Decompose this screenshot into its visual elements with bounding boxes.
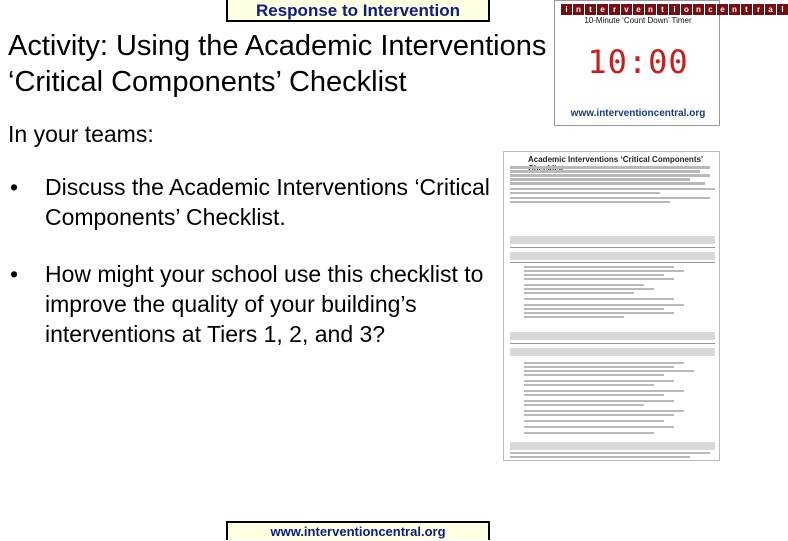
document-text-line (510, 197, 710, 199)
logo-letter: e (717, 4, 728, 15)
document-text-line (510, 452, 710, 454)
checklist-document-thumbnail (503, 151, 720, 461)
timer-url: www.interventioncentral.org (570, 108, 706, 119)
document-text-line (524, 304, 684, 306)
document-text-line (524, 374, 664, 376)
document-text-line (510, 192, 660, 194)
logo-letter: t (585, 4, 596, 15)
countdown-timer-panel (554, 0, 784, 126)
document-text-line (510, 262, 715, 263)
logo-letter: r (753, 4, 764, 15)
document-text-line (524, 404, 644, 406)
document-text-line (524, 390, 684, 392)
document-text-line (524, 316, 624, 318)
intervention-central-logo (561, 4, 788, 15)
document-text-line (524, 284, 644, 286)
document-text-line (524, 266, 674, 268)
document-text-line (510, 332, 715, 340)
document-title: Academic Interventions ‘Critical Components’ (528, 155, 703, 164)
logo-letter: i (669, 4, 680, 15)
bullet-icon: • (10, 261, 19, 287)
document-text-line (510, 456, 690, 458)
logo-letter: l (777, 4, 788, 15)
document-text-line (510, 188, 715, 190)
logo-letter: o (681, 4, 692, 15)
document-text-line (510, 236, 715, 244)
document-text-line (524, 426, 674, 428)
bullet-item (10, 259, 530, 349)
document-text-line (524, 400, 674, 402)
logo-letter: v (621, 4, 632, 15)
logo-letter: t (657, 4, 668, 15)
document-text-line (510, 348, 715, 356)
document-text-line (524, 298, 674, 300)
document-text-line (524, 292, 634, 294)
footer-url[interactable]: www.interventioncentral.org (226, 521, 490, 540)
document-text-line (510, 201, 670, 203)
logo-letter: c (705, 4, 716, 15)
logo-letter: e (597, 4, 608, 15)
document-text-line (510, 174, 710, 177)
document-text-line (524, 432, 654, 434)
logo-letter: n (729, 4, 740, 15)
document-text-line (524, 420, 664, 422)
logo-letter: r (609, 4, 620, 15)
bullet-icon: • (10, 174, 19, 200)
document-text-line (510, 166, 710, 169)
document-text-line (510, 252, 715, 260)
logo-letter: n (573, 4, 584, 15)
document-text-line (524, 278, 674, 280)
document-text-line (524, 270, 684, 272)
logo-letter: a (765, 4, 776, 15)
bullet-text: How might your school use this checklist to improve the quality of your building’s interventions at Tiers 1, 2, and 3? (45, 261, 484, 347)
document-text-line (524, 394, 664, 396)
document-text-line (524, 312, 674, 314)
header-bar: Response to Intervention (226, 0, 490, 22)
document-text-line (510, 442, 715, 450)
logo-letter: i (561, 4, 572, 15)
document-text-line (524, 308, 664, 310)
document-text-line (524, 414, 674, 416)
document-text-line (524, 410, 684, 412)
document-text-line (524, 288, 654, 290)
bullet-list (10, 172, 530, 376)
slide-title: Activity: Using the Academic Interventions ‘Critical Components’ Checklist (8, 30, 547, 98)
logo-letter: n (645, 4, 656, 15)
document-text-line (510, 178, 690, 181)
timer-display: 10:00 (587, 43, 689, 81)
document-text-line (510, 170, 700, 173)
document-text-line (524, 380, 674, 382)
slide-subtitle: In your teams: (8, 121, 154, 147)
document-text-line (510, 182, 705, 185)
document-text-line (510, 247, 715, 248)
document-text-line (510, 343, 715, 344)
bullet-item (10, 172, 530, 232)
document-text-line (524, 370, 694, 372)
document-text-line (524, 274, 664, 276)
logo-letter: n (693, 4, 704, 15)
document-text-line (524, 362, 684, 364)
logo-letter: t (741, 4, 752, 15)
document-text-line (524, 384, 654, 386)
document-text-line (524, 366, 674, 368)
timer-subtitle: 10-Minute ‘Count Down’ Timer (584, 16, 692, 25)
logo-letter: e (633, 4, 644, 15)
bullet-text: Discuss the Academic Interventions ‘Critical Components’ Checklist. (45, 174, 490, 230)
